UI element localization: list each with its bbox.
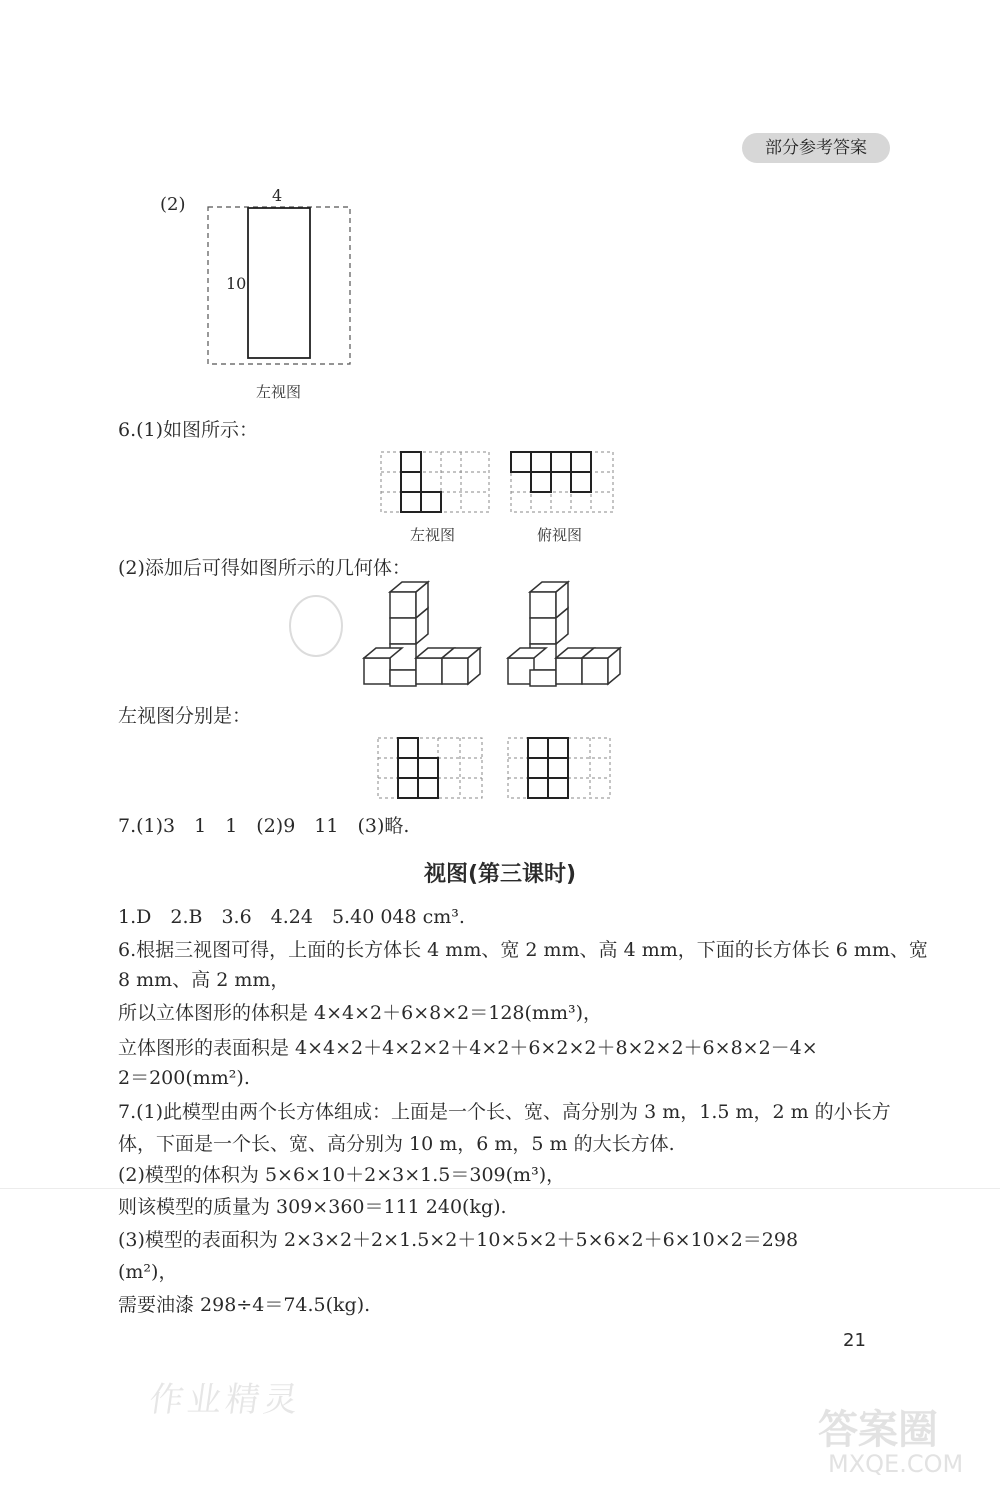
section-title: 视图(第三课时): [423, 862, 577, 887]
answer-line-11: (3)模型的表面积为 2×3×2＋2×1.5×2＋10×5×2＋5×6×2＋6×10×2＝298: [118, 1229, 799, 1251]
answer-line-6: 2＝200(mm²).: [118, 1067, 250, 1089]
answer-line-5: 立体图形的表面积是 4×4×2＋4×2×2＋4×2＋6×2×2＋8×2×2＋6×8×2－4×: [118, 1037, 818, 1059]
watermark-left: 作业精灵: [146, 1380, 305, 1420]
answer-line-4: 所以立体图形的体积是 4×4×2＋6×8×2＝128(mm³)，: [118, 1002, 602, 1024]
left-view-caption: 左视图: [256, 383, 302, 401]
watermark-url: MXQE.COM: [828, 1450, 964, 1478]
page-number: 21: [843, 1330, 866, 1351]
faint-divider: [0, 1188, 1000, 1189]
answer-line-10: 则该模型的质量为 309×360＝111 240(kg).: [118, 1196, 507, 1218]
answer-line-8: 体，下面是一个长、宽、高分别为 10 m，6 m，5 m 的大长方体.: [118, 1133, 675, 1155]
answer-line-1: 1.D 2.B 3.6 4.24 5.40 048 cm³.: [118, 906, 465, 928]
q7-previous-answer: 7.(1)3 1 1 (2)9 11 (3)略.: [118, 815, 410, 837]
left-view-caption-2: 左视图: [410, 526, 456, 544]
width-label: 4: [272, 186, 283, 205]
q6-line3: 左视图分别是：: [118, 705, 252, 727]
answer-line-12: (m²)，: [118, 1261, 178, 1283]
answer-line-3: 8 mm、高 2 mm，: [118, 969, 290, 991]
watermark-logo: 答案圈: [818, 1407, 938, 1453]
figure-label: (2): [160, 194, 186, 215]
answer-line-7: 7.(1)此模型由两个长方体组成：上面是一个长、宽、高分别为 3 m，1.5 m，2 m 的小长方: [118, 1101, 891, 1123]
section-badge: 部分参考答案: [742, 133, 890, 163]
answer-line-13: 需要油漆 298÷4＝74.5(kg).: [118, 1294, 371, 1316]
top-view-caption: 俯视图: [537, 526, 583, 544]
answer-line-9: (2)模型的体积为 5×6×10＋2×3×1.5＝309(m³)，: [118, 1164, 566, 1186]
answer-line-2: 6.根据三视图可得，上面的长方体长 4 mm、宽 2 mm、高 4 mm，下面的长方体长 6 mm、宽: [118, 939, 928, 961]
q6-line2: (2)添加后可得如图所示的几何体：: [118, 557, 411, 579]
q6-line1: 6.(1)如图所示：: [118, 419, 259, 441]
height-label: 10: [226, 274, 247, 293]
